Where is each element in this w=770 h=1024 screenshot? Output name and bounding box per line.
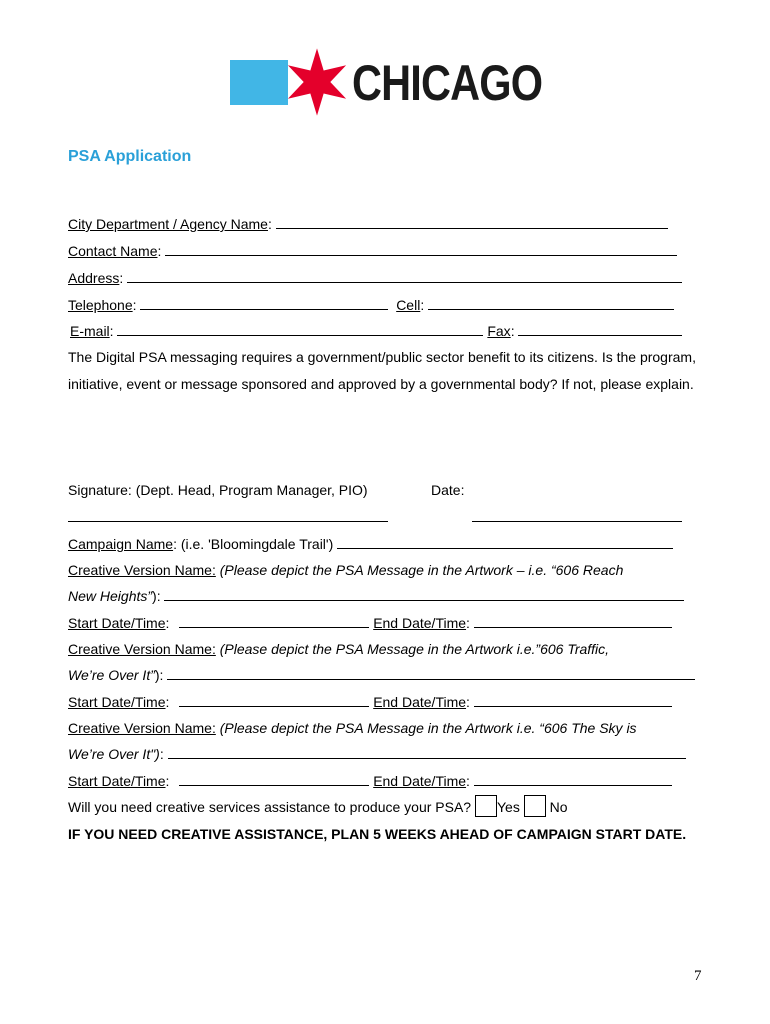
cv2-row bbox=[68, 640, 609, 658]
campaign-name-input[interactable] bbox=[337, 535, 673, 549]
address-label: Address bbox=[68, 270, 120, 286]
red-star-icon bbox=[282, 47, 352, 117]
logo-wordmark: CHICAGO bbox=[352, 55, 543, 111]
fax-label: Fax bbox=[487, 323, 511, 339]
yes-checkbox[interactable] bbox=[475, 795, 497, 817]
cv1-input[interactable] bbox=[164, 587, 684, 601]
telephone-input[interactable] bbox=[140, 296, 388, 310]
cv1-hint: (Please depict the PSA Message in the Artwork – i.e. “606 Reach bbox=[219, 562, 624, 578]
dept-label: City Department / Agency Name bbox=[68, 216, 268, 232]
start1-label: Start Date/Time bbox=[68, 615, 166, 631]
cv1-hint-cont: New Heights” bbox=[68, 588, 153, 604]
cv3-label: Creative Version Name: bbox=[68, 720, 216, 736]
logo-blue-block bbox=[230, 60, 288, 105]
cv2-label: Creative Version Name: bbox=[68, 641, 216, 657]
cv3-row-2: We’re Over It"): bbox=[68, 745, 686, 763]
address-field-row: Address: bbox=[68, 269, 682, 287]
assist-question: Will you need creative services assistance to produce your PSA? bbox=[68, 799, 472, 815]
cv2-input[interactable] bbox=[167, 666, 695, 680]
signature-label: Signature: (Dept. Head, Program Manager, PIO) bbox=[68, 482, 368, 498]
dates1-row: Start Date/Time: End Date/Time: bbox=[68, 614, 672, 632]
end3-input[interactable] bbox=[474, 772, 672, 786]
cv3-input[interactable] bbox=[168, 745, 686, 759]
cv3-row bbox=[68, 719, 637, 737]
date-input[interactable] bbox=[472, 508, 682, 522]
signature-row bbox=[68, 508, 388, 526]
campaign-name-hint: : (i.e. 'Bloomingdale Trail') bbox=[173, 536, 334, 552]
start2-input[interactable] bbox=[179, 693, 369, 707]
dept-field-row: City Department / Agency Name: bbox=[68, 215, 668, 233]
end2-input[interactable] bbox=[474, 693, 672, 707]
telephone-label: Telephone bbox=[68, 297, 133, 313]
start2-label: Start Date/Time bbox=[68, 694, 166, 710]
cell-label: Cell bbox=[396, 297, 421, 313]
address-input[interactable] bbox=[127, 269, 682, 283]
end1-label: End Date/Time bbox=[373, 615, 467, 631]
cv1-row-2: New Heights”): bbox=[68, 587, 684, 605]
signature-input[interactable] bbox=[68, 508, 388, 522]
chicago-logo bbox=[229, 47, 543, 117]
assist-row bbox=[68, 798, 568, 817]
email-input[interactable] bbox=[117, 322, 483, 336]
dates2-row: Start Date/Time: End Date/Time: bbox=[68, 693, 672, 711]
cv2-hint: (Please depict the PSA Message in the Artwork i.e.”606 Traffic, bbox=[219, 641, 610, 657]
cv2-row-2: We’re Over It”): bbox=[68, 666, 695, 684]
benefit-paragraph: The Digital PSA messaging requires a government/public sector benefit to its citizens. Is the program, initiative, event or message sponsored and approved by a governmental body? If not, please explain. bbox=[68, 349, 696, 392]
end1-input[interactable] bbox=[474, 614, 672, 628]
email-label: E-mail bbox=[70, 323, 110, 339]
cv3-hint-cont: We’re Over It") bbox=[68, 746, 160, 762]
no-label: No bbox=[549, 799, 568, 815]
start1-input[interactable] bbox=[179, 614, 369, 628]
end2-label: End Date/Time bbox=[373, 694, 467, 710]
contact-field-row: Contact Name: bbox=[68, 242, 677, 260]
start3-label: Start Date/Time bbox=[68, 773, 166, 789]
no-checkbox[interactable] bbox=[524, 795, 546, 817]
page-number: 7 bbox=[694, 968, 702, 984]
cv2-hint-cont: We’re Over It” bbox=[68, 667, 155, 683]
dept-input[interactable] bbox=[276, 215, 668, 229]
fax-input[interactable] bbox=[518, 322, 682, 336]
end3-label: End Date/Time bbox=[373, 773, 467, 789]
date-label: Date: bbox=[431, 482, 465, 498]
cv1-label: Creative Version Name: bbox=[68, 562, 216, 578]
contact-name-label: Contact Name bbox=[68, 243, 158, 259]
cv1-row bbox=[68, 561, 623, 579]
dates3-row: Start Date/Time: End Date/Time: bbox=[68, 772, 672, 790]
phone-field-row: Telephone: Cell: bbox=[68, 296, 674, 314]
campaign-row bbox=[68, 535, 673, 553]
assist-warning: IF YOU NEED CREATIVE ASSISTANCE, PLAN 5 WEEKS AHEAD OF CAMPAIGN START DATE. bbox=[68, 826, 687, 842]
cell-input[interactable] bbox=[428, 296, 674, 310]
campaign-name-label: Campaign Name bbox=[68, 536, 174, 552]
contact-name-input[interactable] bbox=[165, 242, 677, 256]
start3-input[interactable] bbox=[179, 772, 369, 786]
yes-label: Yes bbox=[496, 799, 520, 815]
cv3-hint: (Please depict the PSA Message in the Artwork i.e. “606 The Sky is bbox=[219, 720, 637, 736]
page-title: PSA Application bbox=[68, 148, 192, 165]
date-row bbox=[472, 508, 682, 526]
email-field-row: E-mail: Fax: bbox=[70, 322, 682, 340]
